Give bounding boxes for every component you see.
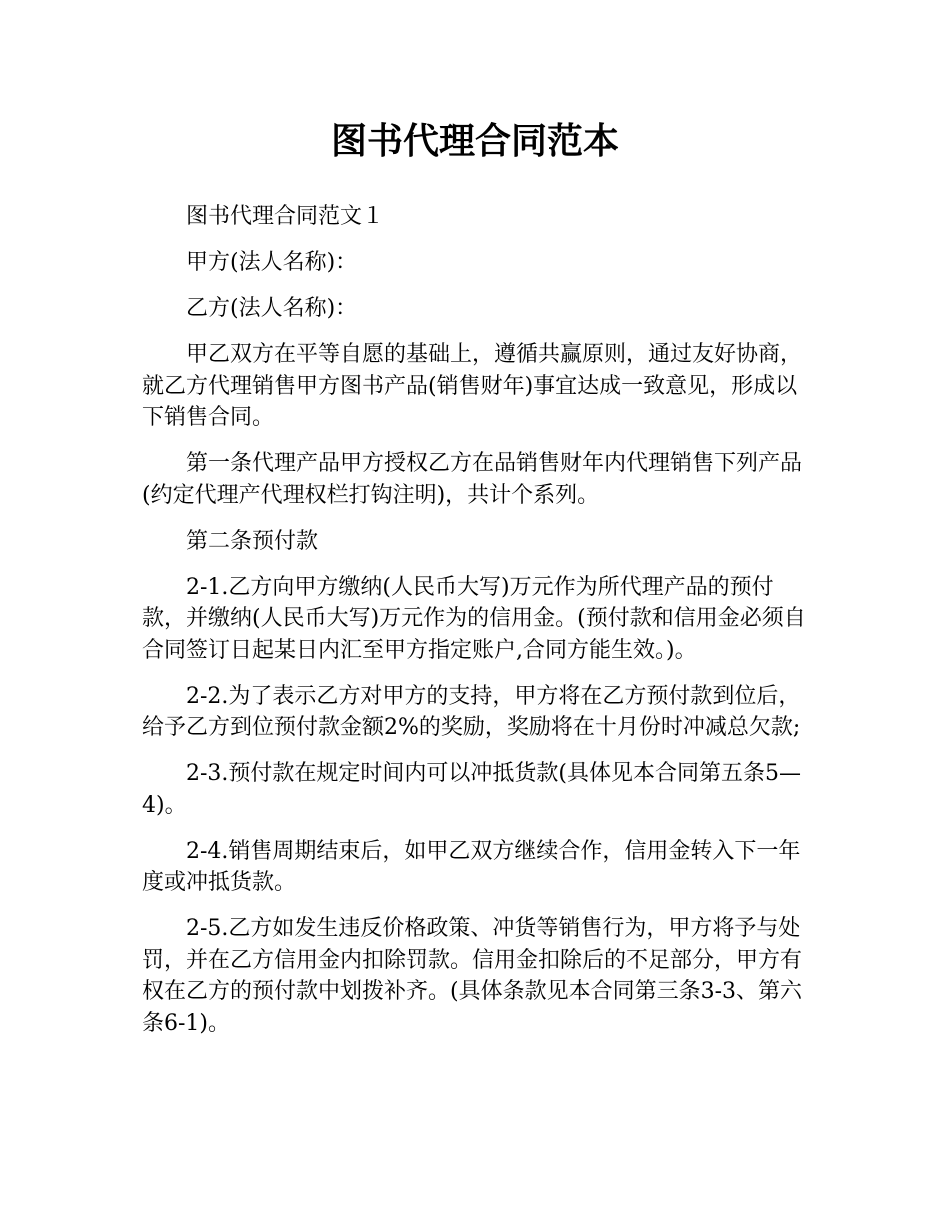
clause-2-4-paragraph: 2-4.销售周期结束后，如甲乙双方继续合作，信用金转入下一年度或冲抵货款。 <box>142 838 801 895</box>
subtitle-paragraph: 图书代理合同范文１ <box>186 204 385 229</box>
document-body <box>142 201 814 1054</box>
article-2-heading: 第二条预付款 <box>186 528 319 554</box>
preamble-paragraph: 甲乙双方在平等自愿的基础上，遵循共赢原则，通过友好协商，就乙方代理销售甲方图书产品(销售财年)事宜达成一致意见，形成以下销售合同。 <box>142 342 803 430</box>
clause-2-5-paragraph: 2-5.乙方如发生违反价格政策、冲货等销售行为，甲方将予与处罚，并在乙方信用金内扣除罚款。信用金扣除后的不足部分，甲方有权在乙方的预付款中划拨补齐。(具体条款见本合同第三条3-3、第六条6-1)。 <box>142 916 803 1036</box>
clause-2-1-paragraph: 2-1.乙方向甲方缴纳(人民币大写)万元作为所代理产品的预付款，并缴纳(人民币大写)万元作为的信用金。(预付款和信用金必须自合同签订日起某日内汇至甲方指定账户,合同方能生效。)。 <box>142 574 806 663</box>
document-title: 图书代理合同范本 <box>330 121 619 162</box>
clause-2-3-paragraph: 2-3.预付款在规定时间内可以冲抵货款(具体见本合同第五条5—4)。 <box>142 761 802 818</box>
clause-2-2-paragraph: 2-2.为了表示乙方对甲方的支持，甲方将在乙方预付款到位后，给予乙方到位预付款金额2%的奖励，奖励将在十月份时冲减总欠款; <box>142 683 801 740</box>
article-1-paragraph: 第一条代理产品甲方授权乙方在品销售财年内代理销售下列产品(约定代理产代理权栏打钩注明)，共计个系列。 <box>142 451 803 508</box>
party-a-paragraph: 甲方(法人名称)： <box>186 250 358 275</box>
party-b-paragraph: 乙方(法人名称)： <box>186 296 358 321</box>
